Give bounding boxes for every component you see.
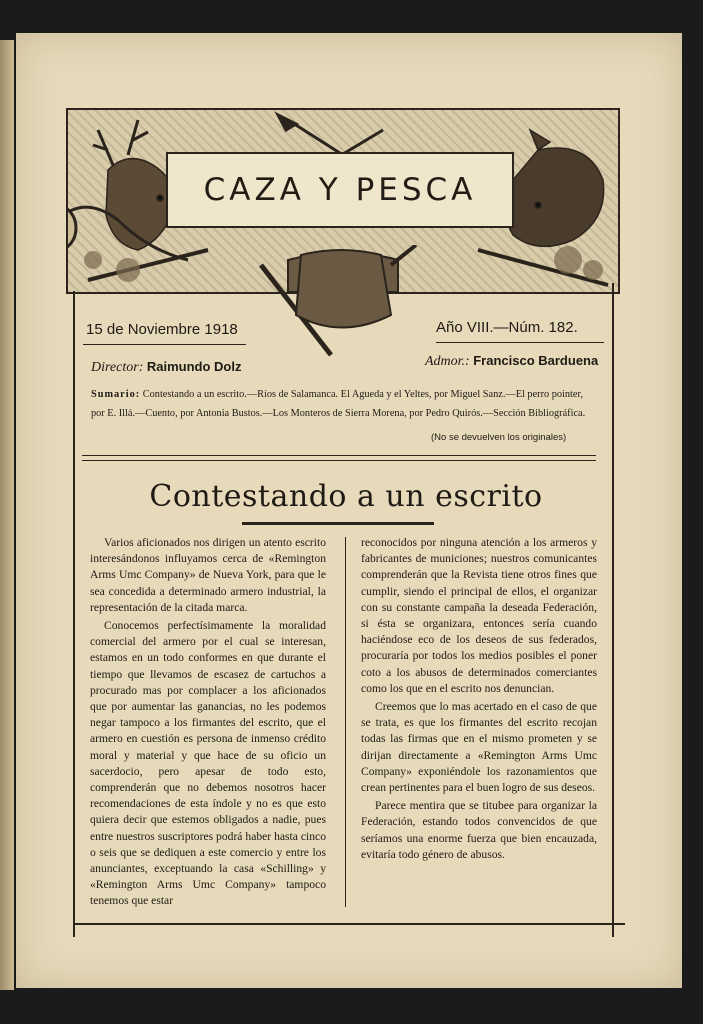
administrator-line [425,353,598,370]
table-of-contents [91,385,599,423]
article-column-left [90,535,326,910]
article-paragraph: Creemos que lo mas acertado en el caso de que se trata, es que los firmantes del escrito recojan todas las firmas que en el mismo prometen y se dirijan directamente a «Remington Arms Umc Company» exponiéndole los razonamientos que crean pertinentes para el buen logro de sus deseos. [361,700,597,795]
summary-text: Contestando a un escrito.—Ríos de Salamanca. El Agueda y el Yeltes, por Miguel Sanz.—El perro pointer, por E. Illá.—Cuento, por Antonia Bustos.—Los Monteros de Sierra Morena, por Pedro Quirós.—Sección Bibliográfica. [91,389,586,419]
book-spine [0,40,14,990]
page-frame-left [73,291,75,937]
article-paragraph: Varios aficionados nos dirigen un atento escrito interesándonos influyamos cerca de «Remington Arms Umc Company» de Nueva York, para que le sea concedida a determinado armero industrial, la representación de la citada marca. [90,536,326,614]
magazine-page [16,33,682,988]
director-label: Director: [91,360,144,375]
column-divider [345,537,346,907]
page-frame-bottom [73,923,625,925]
title-banner [166,152,514,228]
magazine-title: CAZA Y PESCA [203,172,477,208]
article-paragraph: reconocidos por ninguna atención a los armeros y fabricantes de municiones; nuestros comunicantes comprenderán que la Revista tiene otros fines que cumplir, siendo el principal de ellos, el organizar con su constante campaña la deseada Federación, si ésta se organizara, entonces sería cuando haciéndose eco de los deseos de sus federados, procuraría por todos los medios posibles el poner coto a los abusos de determinados comerciantes como los que en el escrito nos denuncian. [361,536,597,695]
summary-label: Sumario: [91,389,141,400]
page-frame-right [612,283,614,937]
article-paragraph: Parece mentira que se titubee para organizar la Federación, estando todos convencidos de que seríamos una enorme fuerza que bien encauzada, evitaría todo género de abusos. [361,799,597,861]
headline-underline [242,522,434,525]
director-line [91,359,241,376]
issue-date: 15 de Noviembre 1918 [86,321,238,338]
issue-number: Año VIII.—Núm. 182. [436,319,578,336]
boar-head-icon [506,130,604,246]
date-underline [83,344,246,345]
dagger-and-pouch-illustration [241,245,441,365]
article-paragraph: Conocemos perfectísimamente la moralidad comercial del armero por el cual se interesan, estamos en un todo conformes en que durante el tiempo que llevamos de escasez de cartuchos a procurado mas por complacer a los aficionados que por aumentar las ganancias, no les podemos negar tampoco a los firmantes del escrito, que el armero en cuestión es persona de inmenso crédito moral y material y que hace de su oficio un sacerdocio, pero apesar de todo esto, comprenderán que no debemos nosotros hacer recomendaciones de esta índole y no es que esto quiera decir que estemos obligados a nadie, pues entre nuestros suscriptores podrá haber hasta cinco o seis que se dediquen a este comercio y entre los anunciantes, exceptuando la casa «Schilling» y «Remington Arms Umc Company» tampoco tenemos que estar [90,619,326,908]
stag-head-icon [93,120,174,250]
issue-underline [436,342,604,343]
administrator-name: Francisco Barduena [473,353,599,368]
director-name: Raimundo Dolz [146,359,242,374]
section-divider [82,455,596,461]
article-headline: Contestando a un escrito [149,479,543,514]
article-column-right [361,535,597,863]
originals-note: (No se devuelven los originales) [431,432,567,443]
administrator-label: Admor.: [425,354,470,369]
